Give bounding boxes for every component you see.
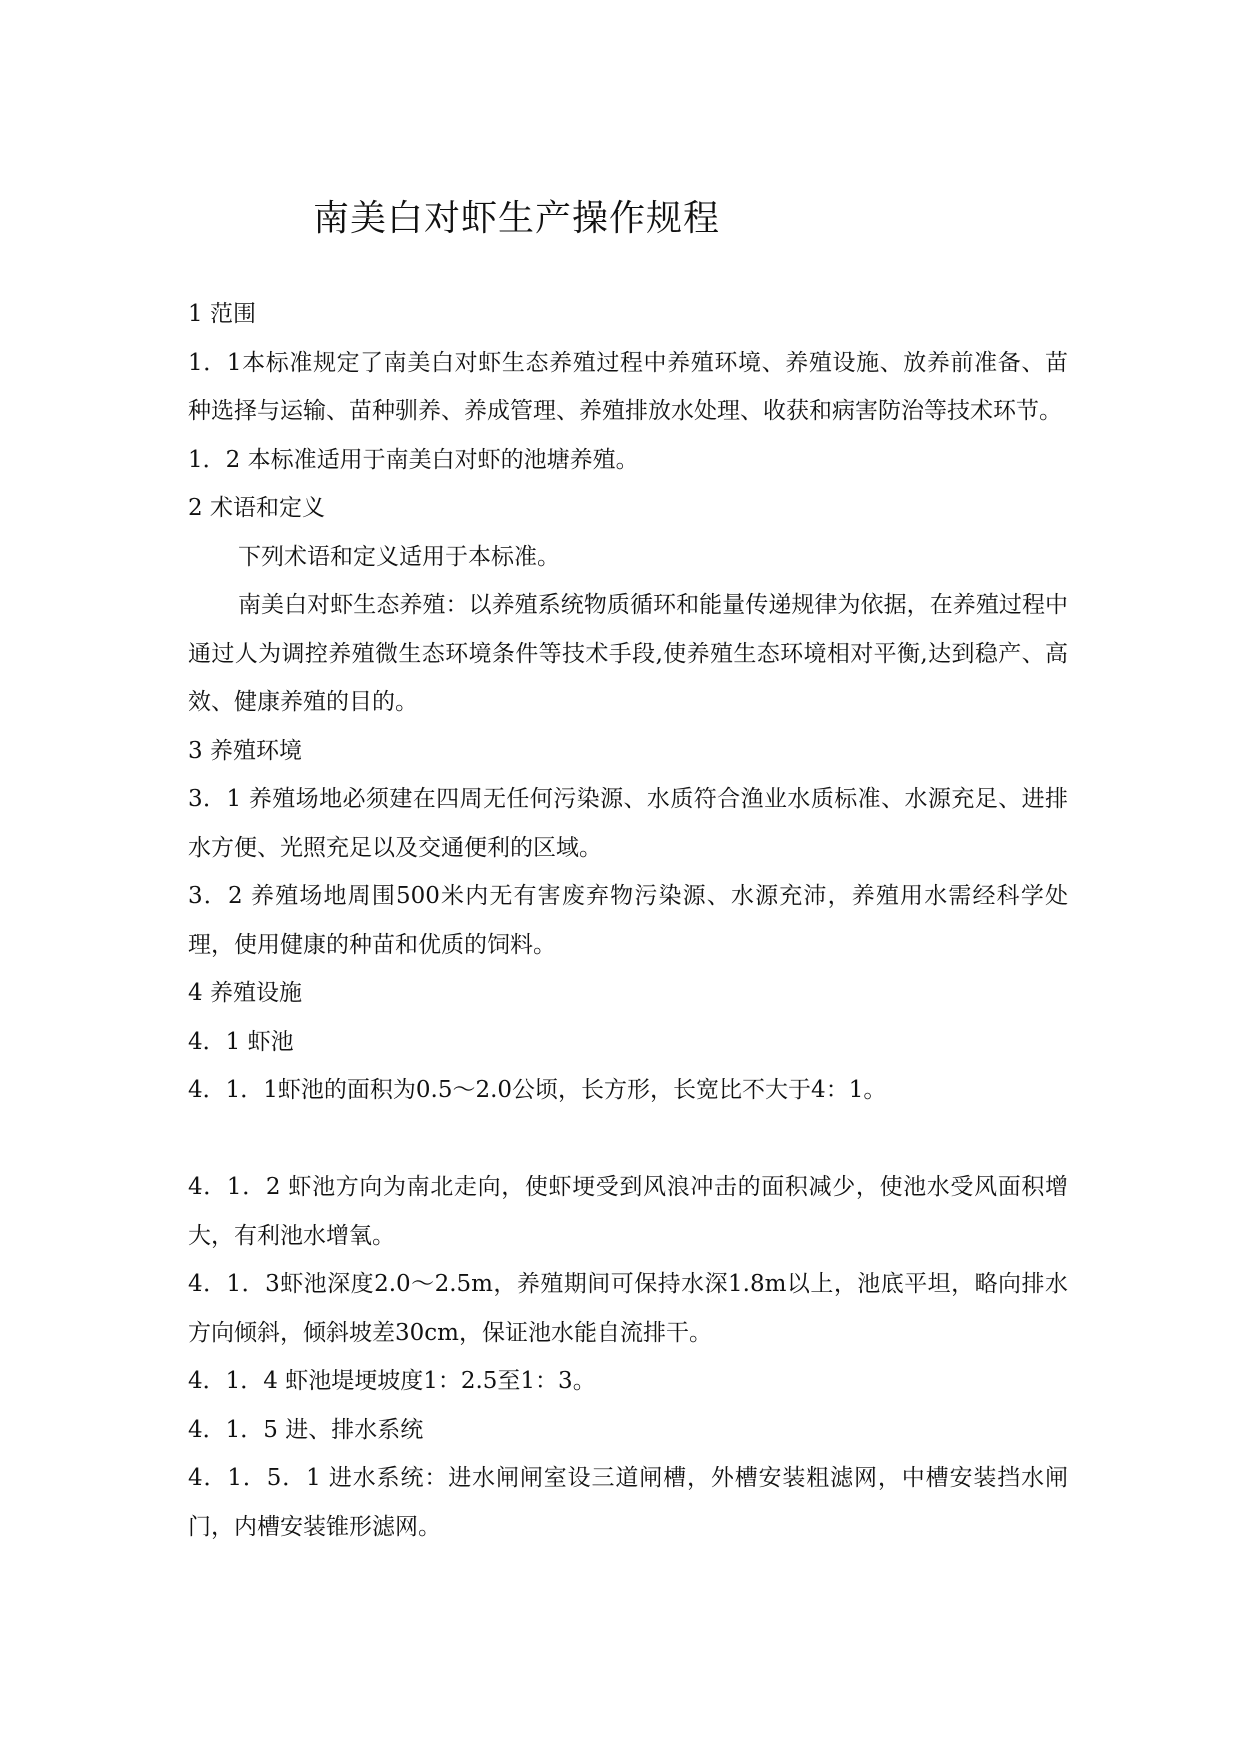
document-body xyxy=(188,290,1068,1551)
clause-3-1: 3．1 养殖场地必须建在四周无任何污染源、水质符合渔业水质标准、水源充足、进排水方便、光照充足以及交通便利的区域。 xyxy=(188,786,1068,861)
clause-3-2: 3．2 养殖场地周围500米内无有害废弃物污染源、水源充沛，养殖用水需经科学处理，使用健康的种苗和优质的饲料。 xyxy=(188,883,1068,958)
definition-ecological-farming: 南美白对虾生态养殖：以养殖系统物质循环和能量传递规律为依据，在养殖过程中通过人为调控养殖微生态环境条件等技术手段,使养殖生态环境相对平衡,达到稳产、高效、健康养殖的目的。 xyxy=(188,592,1068,715)
definitions-intro: 下列术语和定义适用于本标准。 xyxy=(238,543,560,570)
clause-4-1: 4．1 虾池 xyxy=(188,1028,294,1055)
clause-4-1-4: 4．1．4 虾池堤埂坡度1：2.5至1：3。 xyxy=(188,1368,596,1394)
section-heading-4: 4 养殖设施 xyxy=(188,980,302,1006)
clause-4-1-5-1: 4．1．5．1 进水系统：进水闸闸室设三道闸槽，外槽安装粗滤网，中槽安装挡水闸门，内槽安装锥形滤网。 xyxy=(188,1465,1068,1540)
blank-line xyxy=(188,1115,1068,1164)
clause-1-1: 1．1本标准规定了南美白对虾生态养殖过程中养殖环境、养殖设施、放养前准备、苗种选择与运输、苗种驯养、养成管理、养殖排放水处理、收获和病害防治等技术环节。 xyxy=(188,349,1068,424)
clause-4-1-1: 4．1．1虾池的面积为0.5～2.0公顷，长方形，长宽比不大于4：1。 xyxy=(188,1077,887,1103)
document-title: 南美白对虾生产操作规程 xyxy=(313,198,721,239)
clause-4-1-5: 4．1．5 进、排水系统 xyxy=(188,1416,424,1443)
section-heading-2: 2 术语和定义 xyxy=(188,495,325,521)
clause-4-1-3: 4．1．3虾池深度2.0～2.5m，养殖期间可保持水深1.8m以上，池底平坦，略向排水方向倾斜，倾斜坡差30cm，保证池水能自流排干。 xyxy=(188,1271,1068,1346)
section-heading-3: 3 养殖环境 xyxy=(188,737,302,764)
clause-1-2: 1．2 本标准适用于南美白对虾的池塘养殖。 xyxy=(188,446,639,473)
section-heading-1: 1 范围 xyxy=(188,301,256,327)
clause-4-1-2: 4．1．2 虾池方向为南北走向，使虾埂受到风浪冲击的面积减少，使池水受风面积增大，有利池水增氧。 xyxy=(188,1174,1068,1249)
